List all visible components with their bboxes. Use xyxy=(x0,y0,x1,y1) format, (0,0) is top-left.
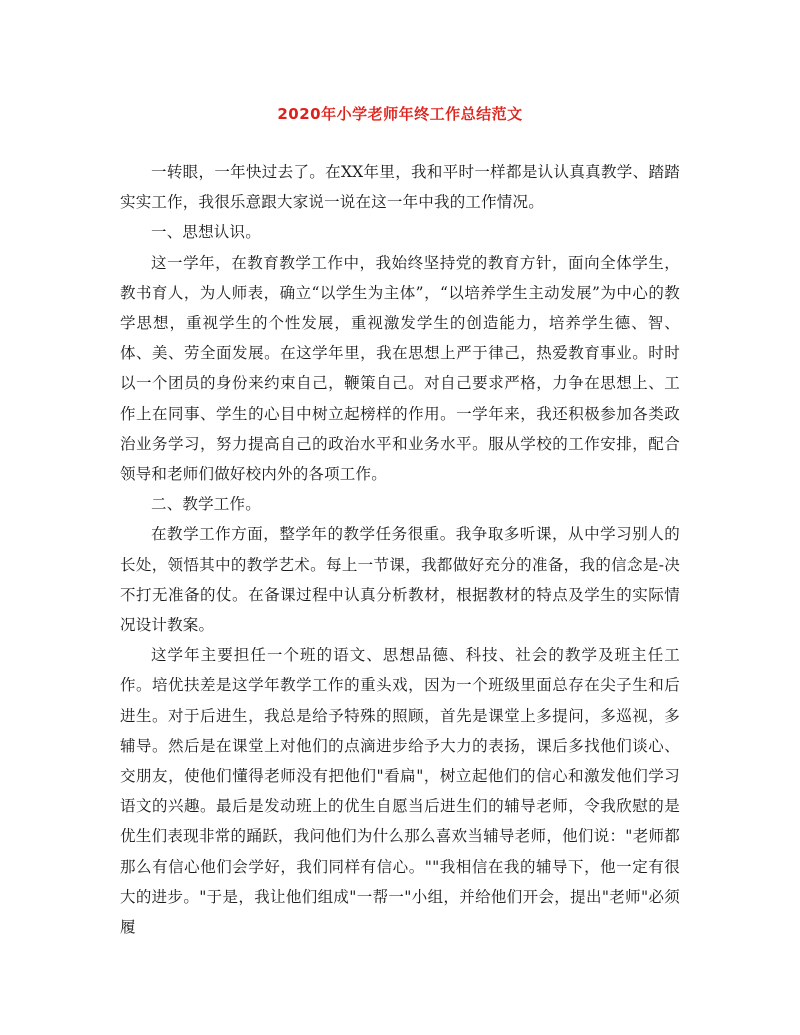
section-heading-thought: 一、思想认识。 xyxy=(151,223,261,242)
document-body xyxy=(120,157,680,942)
document-title: 2020年小学老师年终工作总结范文 xyxy=(277,105,523,123)
paragraph-intro: 一转眼，一年快过去了。在XX年里，我和平时一样都是认认真真教学、踏踏实实工作，我很乐意跟大家说一说在这一年中我的工作情况。 xyxy=(120,163,680,212)
paragraph-thought: 这一学年，在教育教学工作中，我始终坚持党的教育方针，面向全体学生，教书育人，为人师表，确立“以学生为主体”，“以培养学生主动发展”为中心的教学思想，重视学生的个性发展，重视激发学生的创造能力，培养学生德、智、体、美、劳全面发展。在这学年里，我在思想上严于律己，热爱教育事业。时时以一个团员的身份来约束自己，鞭策自己。对自己要求严格，力争在思想上、工作上在同事、学生的心目中树立起榜样的作用。一学年来，我还积极参加各类政治业务学习，努力提高自己的政治水平和业务水平。服从学校的工作安排，配合领导和老师们做好校内外的各项工作。 xyxy=(120,253,680,484)
paragraph-teaching: 在教学工作方面，整学年的教学任务很重。我争取多听课，从中学习别人的长处，领悟其中的教学艺术。每上一节课，我都做好充分的准备，我的信念是-决不打无准备的仗。在备课过程中认真分析教材，根据教材的特点及学生的实际情况设计教案。 xyxy=(120,525,680,635)
section-heading-teaching: 二、教学工作。 xyxy=(151,495,261,514)
paragraph-class-work: 这学年主要担任一个班的语文、思想品德、科技、社会的教学及班主任工作。培优扶差是这学年教学工作的重头戏，因为一个班级里面总存在尖子生和后进生。对于后进生，我总是给予特殊的照顾，首先是课堂上多提问，多巡视，多辅导。然后是在课堂上对他们的点滴进步给予大力的表扬，课后多找他们谈心、交朋友，使他们懂得老师没有把他们"看扁"，树立起他们的信心和激发他们学习语文的兴趣。最后是发动班上的优生自愿当后进生们的辅导老师，令我欣慰的是优生们表现非常的踊跃，我问他们为什么那么喜欢当辅导老师，他们说："老师都那么有信心他们会学好，我们同样有信心。""我相信在我的辅导下，他一定有很大的进步。"于是，我让他们组成"一帮一"小组，并给他们开会，提出"老师"必须履 xyxy=(120,646,680,937)
